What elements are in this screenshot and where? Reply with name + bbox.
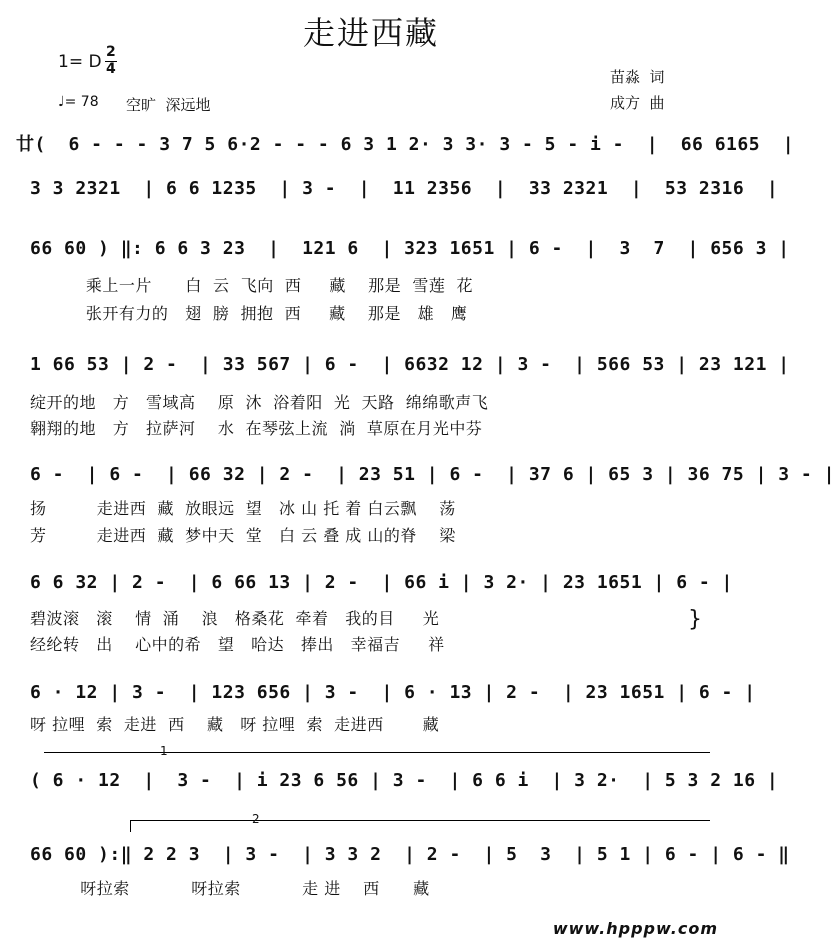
notation-line-7: 6 · 12 | 3 - | 123 656 | 3 - | 6 · 13 | 2 - | 23 1651 | 6 - | xyxy=(30,682,756,703)
time-signature-top: 2 xyxy=(106,44,116,60)
lyric-line-3-verse-1: 乘上一片 白 云 飞向 西 藏 那是 雪莲 花 xyxy=(30,276,474,295)
volta-1-bracket xyxy=(44,752,170,753)
notation-line-9: 66 60 ):‖ 2 2 3 | 3 - | 3 3 2 | 2 - | 5 3 | 5 1 | 6 - | 6 - ‖ xyxy=(30,844,790,865)
notation-line-5: 6 - | 6 - | 66 32 | 2 - | 23 51 | 6 - | 37 6 | 65 3 | 36 75 | 3 - | xyxy=(30,464,835,485)
lyric-line-5-verse-1: 扬 走进西 藏 放眼远 望 冰 山 托 着 白云飘 荡 xyxy=(30,499,456,518)
composer-credit: 成方 曲 xyxy=(610,94,665,112)
website-watermark: www.hpppw.com xyxy=(552,919,718,938)
lyricist-credit: 苗淼 词 xyxy=(610,68,665,86)
volta-1-label: 1 xyxy=(160,744,168,758)
lyric-line-7: 呀 拉哩 索 走进 西 藏 呀 拉哩 索 走进西 藏 xyxy=(30,715,440,734)
expression-marking: 空旷 深远地 xyxy=(126,96,211,114)
notation-line-4: 1 66 53 | 2 - | 33 567 | 6 - | 6632 12 | 3 - | 566 53 | 23 121 | xyxy=(30,354,790,375)
volta-1-bracket-extension xyxy=(170,752,710,753)
notation-line-6: 6 6 32 | 2 - | 6 66 13 | 2 - | 66 i | 3 2· | 23 1651 | 6 - | xyxy=(30,572,733,593)
notation-line-1: 廿( 6 - - - 3 7 5 6·2 - - - 6 3 1 2· 3 3· 3 - 5 - i - | 66 6165 | xyxy=(16,134,795,155)
volta-2-label: 2 xyxy=(252,812,260,826)
notation-line-8: ( 6 · 12 | 3 - | i 23 6 56 | 3 - | 6 6 i | 3 2· | 5 3 2 16 | xyxy=(30,770,779,791)
verse-brace-icon: } xyxy=(688,607,702,632)
lyric-line-6-verse-1: 碧波滚 滚 情 涌 浪 格桑花 牵着 我的目 光 xyxy=(30,609,440,628)
notation-line-2: 3 3 2321 | 6 6 1235 | 3 - | 11 2356 | 33 2321 | 53 2316 | xyxy=(30,178,779,199)
volta-2-bracket xyxy=(130,820,710,821)
lyric-line-6-verse-2: 经纶转 出 心中的希 望 哈达 捧出 幸福吉 祥 xyxy=(30,635,445,654)
key-signature: 1= D xyxy=(58,52,102,72)
song-title: 走进西藏 xyxy=(302,14,439,52)
lyric-line-9: 呀拉索 呀拉索 走 进 西 藏 xyxy=(30,879,430,898)
lyric-line-3-verse-2: 张开有力的 翅 膀 拥抱 西 藏 那是 雄 鹰 xyxy=(30,304,468,323)
lyric-line-4-verse-2: 翱翔的地 方 拉萨河 水 在琴弦上流 淌 草原在月光中芬 xyxy=(30,419,483,438)
volta-2-bracket-hook xyxy=(130,820,131,832)
notation-line-3: 66 60 ) ‖: 6 6 3 23 | 121 6 | 323 1651 | 6 - | 3 7 | 656 3 | xyxy=(30,238,790,259)
time-signature-bottom: 4 xyxy=(106,61,116,77)
tempo-marking: ♩= 78 xyxy=(58,94,99,110)
lyric-line-4-verse-1: 绽开的地 方 雪域高 原 沐 浴着阳 光 天路 绵绵歌声飞 xyxy=(30,393,489,412)
lyric-line-5-verse-2: 芳 走进西 藏 梦中天 堂 白 云 叠 成 山的脊 梁 xyxy=(30,526,456,545)
